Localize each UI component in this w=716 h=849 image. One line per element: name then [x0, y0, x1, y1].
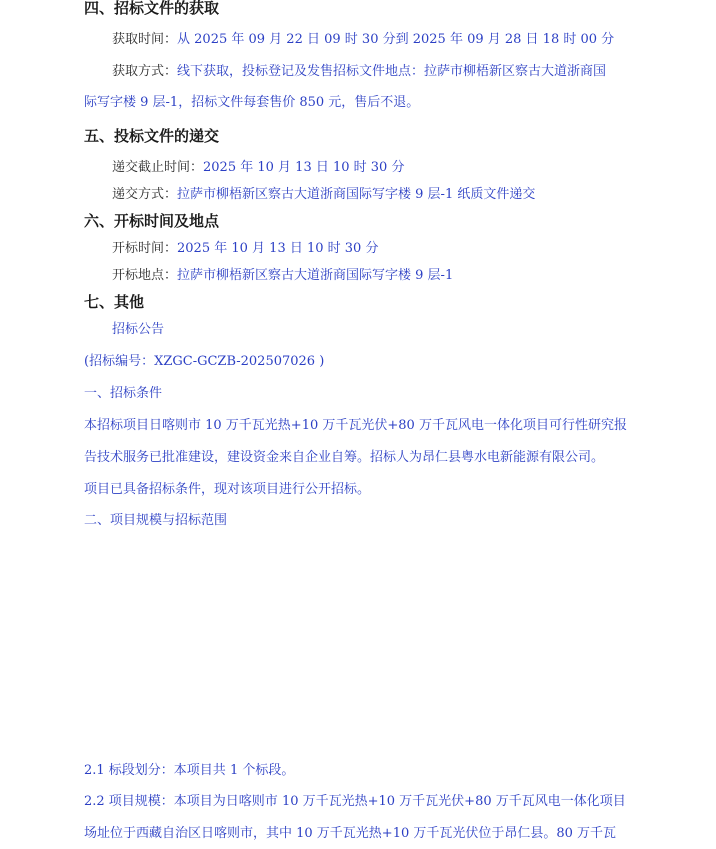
condition-heading: 一、招标条件 [84, 386, 163, 401]
condition-text-line-3: 项目已具备招标条件，现对该项目进行公开招标。 [84, 482, 371, 497]
section-6-heading: 六、开标时间及地点 [84, 212, 220, 230]
section-5-heading: 五、投标文件的递交 [84, 127, 220, 145]
obtain-time-line [112, 32, 614, 48]
submit-deadline-label: 递交截止时间： [112, 160, 204, 175]
obtain-time-label: 获取时间： [112, 32, 178, 47]
submit-method-label: 递交方式： [112, 187, 178, 202]
bid-number: (招标编号：XZGC-GCZB-202507026 ) [84, 354, 325, 369]
opening-place-line [112, 268, 453, 284]
notice-title: 招标公告 [112, 322, 165, 337]
opening-time-line [112, 241, 378, 257]
obtain-method-value: 线下获取，投标登记及发售招标文件地点：拉萨市柳梧新区察古大道浙商国 [177, 64, 607, 79]
opening-place-label: 开标地点： [112, 268, 178, 283]
obtain-method-line [112, 64, 606, 80]
section-7-heading: 七、其他 [84, 293, 145, 311]
section-4-heading: 四、招标文件的获取 [84, 0, 220, 17]
opening-time-label: 开标时间： [112, 241, 178, 256]
opening-place-value: 拉萨市柳梧新区察古大道浙商国际写字楼 9 层-1 [177, 268, 454, 283]
project-scale-line-1: 2.2 项目规模：本项目为日喀则市 10 万千瓦光热+10 万千瓦光伏+80 万千瓦风电一体化项目 [84, 794, 626, 809]
condition-text-line-2: 告技术服务已批准建设，建设资金来自企业自筹。招标人为昂仁县粤水电新能源有限公司。 [84, 450, 605, 465]
submit-method-value: 拉萨市柳梧新区察古大道浙商国际写字楼 9 层-1 纸质文件递交 [177, 187, 536, 202]
obtain-method-label: 获取方式： [112, 64, 178, 79]
project-scale-line-2: 场址位于西藏自治区日喀则市，其中 10 万千瓦光热+10 万千瓦光伏位于昂仁县。80 万千瓦 [84, 826, 617, 841]
submit-method-line [112, 187, 535, 203]
obtain-method-continuation: 际写字楼 9 层-1，招标文件每套售价 850 元，售后不退。 [84, 95, 420, 110]
opening-time-value: 2025 年 10 月 13 日 10 时 30 分 [177, 241, 379, 256]
lot-division: 2.1 标段划分：本项目共 1 个标段。 [84, 763, 295, 778]
submit-deadline-value: 2025 年 10 月 13 日 10 时 30 分 [203, 160, 405, 175]
scope-heading: 二、项目规模与招标范围 [84, 513, 228, 528]
condition-text-line-1: 本招标项目日喀则市 10 万千瓦光热+10 万千瓦光伏+80 万千瓦风电一体化项目可行性研究报 [84, 418, 627, 433]
obtain-time-value: 从 2025 年 09 月 22 日 09 时 30 分到 2025 年 09 月 28 日 18 时 00 分 [177, 32, 615, 47]
submit-deadline-line [112, 160, 404, 176]
